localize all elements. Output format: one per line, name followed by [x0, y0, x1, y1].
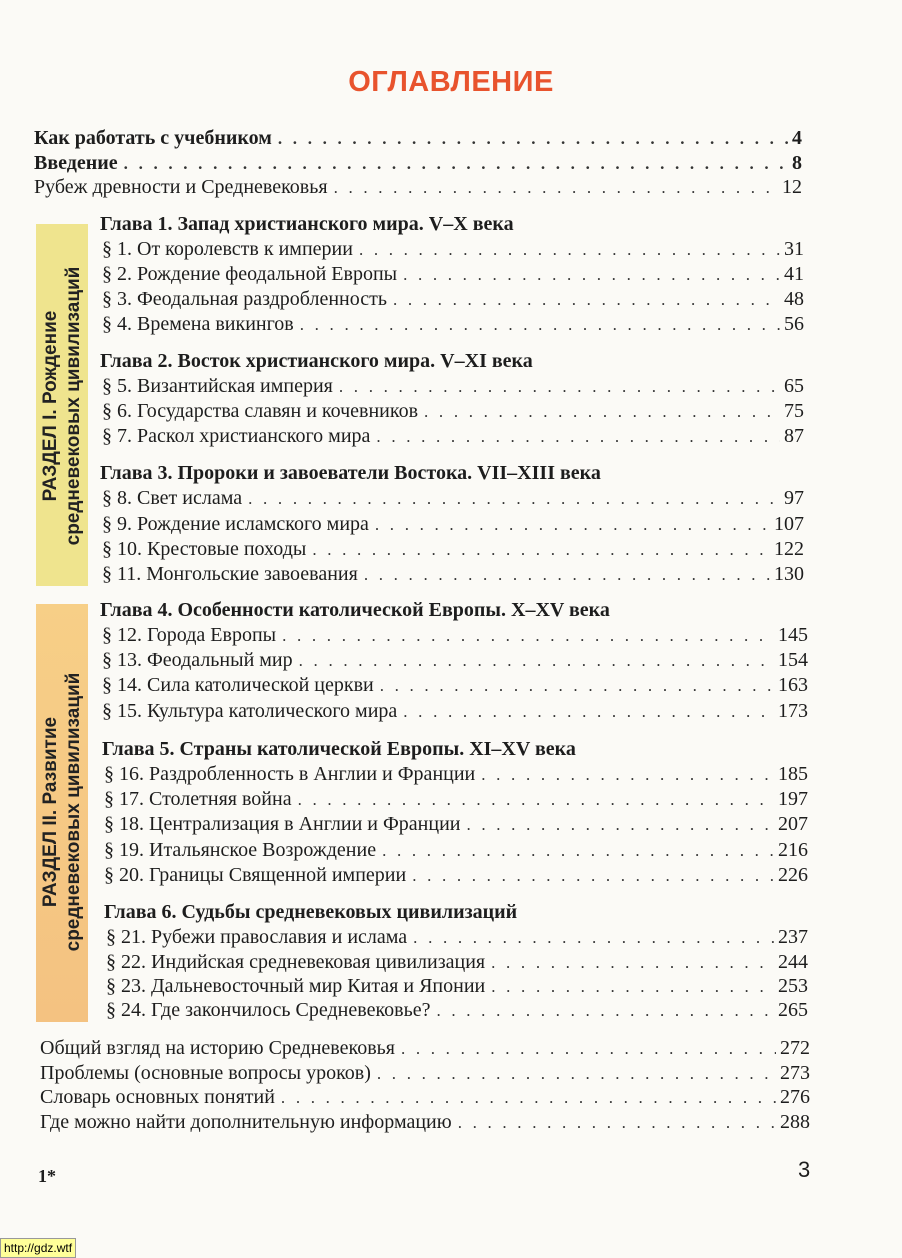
toc-entry-label: § 1. От королевств к империи: [102, 238, 353, 260]
toc-entry-label: § 7. Раскол христианского мира: [102, 425, 371, 447]
toc-entry-p17[interactable]: [104, 787, 808, 812]
toc-entry-p24[interactable]: [106, 998, 808, 1023]
toc-page-number: 226: [778, 864, 808, 886]
toc-page-number: 87: [784, 425, 804, 447]
toc-entry-p5[interactable]: [102, 374, 804, 399]
toc-entry-label: § 21. Рубежи православия и ислама: [106, 926, 408, 948]
toc-page-number: 154: [778, 649, 808, 671]
toc-entry-label: Проблемы (основные вопросы уроков): [40, 1062, 371, 1084]
dot-leader: [466, 813, 774, 837]
toc-entry-label: § 17. Столетняя война: [104, 788, 292, 810]
toc-page-number: 48: [784, 288, 804, 310]
toc-page-number: 253: [778, 975, 808, 997]
toc-entry-p3[interactable]: [102, 287, 804, 312]
toc-entry-label: § 10. Крестовые походы: [102, 538, 307, 560]
section-2-subtitle: средневековых цивилизаций: [63, 672, 84, 952]
dot-leader: [312, 538, 770, 562]
toc-entry-label: Словарь основных понятий: [40, 1086, 275, 1108]
dot-leader: [375, 513, 770, 537]
toc-entry-p2[interactable]: [102, 262, 804, 287]
dot-leader: [481, 763, 774, 787]
toc-page-number: 8: [792, 152, 802, 174]
toc-entry-label: § 19. Итальянское Возрождение: [104, 839, 377, 861]
toc-entry-label: Как работать с учебником: [34, 127, 272, 149]
toc-page-number: 272: [780, 1037, 810, 1059]
toc-page-number: 130: [774, 563, 804, 585]
dot-leader: [282, 624, 774, 648]
toc-page-number: 41: [784, 263, 804, 285]
toc-page-number: 75: [784, 400, 804, 422]
dot-leader: [359, 238, 780, 262]
toc-page-number: 145: [778, 624, 808, 646]
dot-leader: [380, 674, 774, 698]
chapter-5-title[interactable]: Глава 5. Страны католической Европы. XI–XV века: [102, 738, 576, 760]
page-number: 3: [798, 1157, 811, 1182]
toc-entry-introduction[interactable]: [34, 151, 802, 176]
chapter-2-title[interactable]: Глава 2. Восток христианского мира. V–XI века: [100, 350, 533, 372]
toc-entry-glossary[interactable]: [40, 1085, 810, 1110]
toc-entry-label: § 16. Раздробленность в Англии и Франции: [104, 763, 476, 785]
dot-leader: [403, 700, 774, 724]
toc-entry-p6[interactable]: [102, 399, 804, 424]
section-1-title: РАЗДЕЛ I. Рождение: [40, 310, 61, 502]
toc-entry-p1[interactable]: [102, 237, 804, 262]
chapter-1-title[interactable]: Глава 1. Запад христианского мира. V–X века: [100, 213, 514, 235]
dot-leader: [412, 864, 774, 888]
toc-entry-label: § 18. Централизация в Англии и Франции: [104, 813, 461, 835]
dot-leader: [424, 400, 780, 424]
toc-page-number: 4: [792, 127, 802, 149]
toc-entry-p12[interactable]: [102, 623, 808, 648]
toc-page-number: 97: [784, 487, 804, 509]
dot-leader: [300, 313, 780, 337]
toc-page-number: 216: [778, 839, 808, 861]
toc-page-number: 207: [778, 813, 808, 835]
toc-entry-label: § 15. Культура католического мира: [102, 700, 398, 722]
dot-leader: [281, 1086, 776, 1110]
dot-leader: [278, 127, 788, 151]
toc-entry-label: § 23. Дальневосточный мир Китая и Японии: [106, 975, 486, 997]
dot-leader: [491, 951, 774, 975]
dot-leader: [393, 288, 780, 312]
dot-leader: [413, 926, 774, 950]
toc-page-number: 185: [778, 763, 808, 785]
toc-entry-p19[interactable]: [104, 838, 808, 863]
toc-entry-label: § 20. Границы Священной империи: [104, 864, 407, 886]
chapter-3-title[interactable]: Глава 3. Пророки и завоеватели Востока. VII–XIII века: [100, 462, 601, 484]
dot-leader: [403, 263, 780, 287]
section-1-subtitle: средневековых цивилизаций: [63, 266, 84, 546]
dot-leader: [377, 1062, 776, 1086]
toc-page-number: 173: [778, 700, 808, 722]
toc-entry-frontier[interactable]: [34, 175, 802, 200]
dot-leader: [339, 375, 780, 399]
toc-entry-label: § 8. Свет ислама: [102, 487, 243, 509]
toc-entry-label: § 22. Индийская средневековая цивилизация: [106, 951, 486, 973]
toc-entry-overview[interactable]: [40, 1036, 810, 1061]
toc-entry-label: § 12. Города Европы: [102, 624, 277, 646]
toc-entry-label: § 14. Сила католической церкви: [102, 674, 374, 696]
toc-entry-label: Рубеж древности и Средневековья: [34, 176, 328, 198]
toc-entry-label: § 9. Рождение исламского мира: [102, 513, 369, 535]
toc-page-number: 12: [782, 176, 802, 198]
dot-leader: [298, 788, 774, 812]
toc-entry-p8[interactable]: [102, 486, 804, 511]
dot-leader: [376, 425, 780, 449]
dot-leader: [401, 1037, 776, 1061]
page-title: ОГЛАВЛЕНИЕ: [348, 66, 554, 98]
toc-page-number: 56: [784, 313, 804, 335]
toc-entry-p10[interactable]: [102, 537, 804, 562]
signature-mark: 1*: [38, 1166, 56, 1186]
toc-entry-label: § 13. Феодальный мир: [102, 649, 293, 671]
toc-entry-p18[interactable]: [104, 812, 808, 837]
toc-page-number: 288: [780, 1111, 810, 1133]
toc-entry-problems[interactable]: [40, 1061, 810, 1086]
toc-entry-label: § 24. Где закончилось Средневековье?: [106, 999, 431, 1021]
toc-entry-p11[interactable]: [102, 562, 804, 587]
toc-entry-p23[interactable]: [106, 974, 808, 999]
toc-entry-label: § 3. Феодальная раздробленность: [102, 288, 387, 310]
dot-leader: [382, 839, 774, 863]
toc-entry-p7[interactable]: [102, 424, 804, 449]
toc-entry-p22[interactable]: [106, 950, 808, 975]
toc-page-number: 31: [784, 238, 804, 260]
section-2-label: [39, 673, 85, 952]
toc-entry-more-info[interactable]: [40, 1110, 810, 1135]
dot-leader: [458, 1111, 776, 1135]
chapter-4-title[interactable]: Глава 4. Особенности католической Европы. X–XV века: [100, 599, 610, 621]
toc-page-number: 276: [780, 1086, 810, 1108]
toc-entry-label: § 5. Византийская империя: [102, 375, 333, 397]
toc-page-number: 237: [778, 926, 808, 948]
toc-page-number: 107: [774, 513, 804, 535]
toc-entry-label: Общий взгляд на историю Средневековья: [40, 1037, 395, 1059]
dot-leader: [124, 152, 788, 176]
dot-leader: [364, 563, 770, 587]
toc-entry-p15[interactable]: [102, 699, 808, 724]
toc-page-number: 122: [774, 538, 804, 560]
toc-entry-p14[interactable]: [102, 673, 808, 698]
toc-entry-p9[interactable]: [102, 512, 804, 537]
toc-entry-p13[interactable]: [102, 648, 808, 673]
toc-entry-p21[interactable]: [106, 925, 808, 950]
toc-page-number: 163: [778, 674, 808, 696]
dot-leader: [334, 176, 778, 200]
dot-leader: [436, 999, 774, 1023]
toc-entry-label: Введение: [34, 152, 118, 174]
toc-entry-p16[interactable]: [104, 762, 808, 787]
toc-page-number: 197: [778, 788, 808, 810]
toc-entry-label: § 6. Государства славян и кочевников: [102, 400, 419, 422]
toc-entry-p4[interactable]: [102, 312, 804, 337]
toc-page-number: 265: [778, 999, 808, 1021]
toc-page-number: 65: [784, 375, 804, 397]
toc-entry-how-to-use[interactable]: [34, 126, 802, 151]
toc-page-number: 273: [780, 1062, 810, 1084]
toc-entry-label: § 4. Времена викингов: [102, 313, 294, 335]
dot-leader: [299, 649, 774, 673]
dot-leader: [491, 975, 774, 999]
watermark-link[interactable]: http://gdz.wtf: [0, 1238, 76, 1258]
toc-entry-p20[interactable]: [104, 863, 808, 888]
chapter-6-title[interactable]: Глава 6. Судьбы средневековых цивилизаций: [104, 901, 518, 923]
toc-page-number: 244: [778, 951, 808, 973]
section-1-label: [39, 267, 85, 546]
toc-entry-label: § 11. Монгольские завоевания: [102, 563, 358, 585]
toc-entry-label: § 2. Рождение феодальной Европы: [102, 263, 398, 285]
dot-leader: [248, 487, 780, 511]
toc-entry-label: Где можно найти дополнительную информацию: [40, 1111, 452, 1133]
section-2-title: РАЗДЕЛ II. Развитие: [40, 716, 61, 908]
